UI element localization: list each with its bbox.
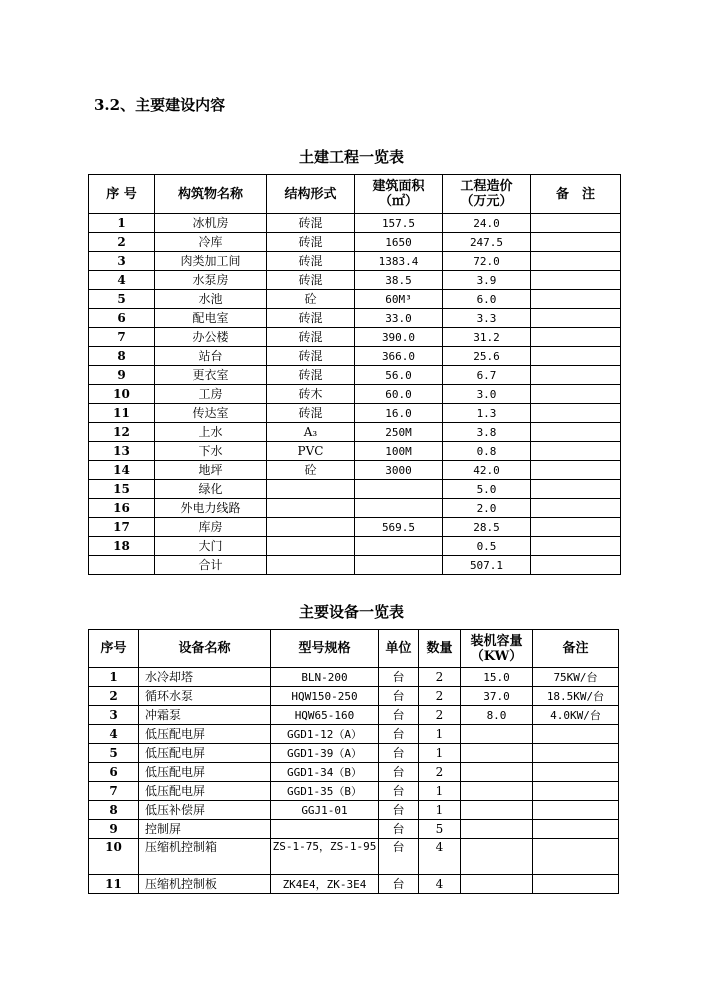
table-cell xyxy=(531,290,621,309)
table-cell xyxy=(461,875,533,894)
table-cell: 72.0 xyxy=(443,252,531,271)
table-cell: 水池 xyxy=(155,290,267,309)
table-cell: 247.5 xyxy=(443,233,531,252)
table-cell: 控制屏 xyxy=(139,820,271,839)
table-cell: 38.5 xyxy=(355,271,443,290)
equip-header-cell: 单位 xyxy=(379,630,419,668)
table-cell xyxy=(533,875,619,894)
table-cell: 2 xyxy=(419,687,461,706)
table-cell: 8.0 xyxy=(461,706,533,725)
equip-header-cell: 装机容量 （KW） xyxy=(461,630,533,668)
table-cell: A₃ xyxy=(267,423,355,442)
table-cell: 8 xyxy=(89,801,139,820)
table-cell: 6 xyxy=(89,763,139,782)
table-cell xyxy=(531,404,621,423)
table-cell xyxy=(267,556,355,575)
table-cell: 低压配电屏 xyxy=(139,763,271,782)
table-cell: 台 xyxy=(379,820,419,839)
table-row xyxy=(89,461,621,480)
table-row xyxy=(89,782,619,801)
civil-header-cell: 工程造价 （万元） xyxy=(443,175,531,214)
table-cell: 砖混 xyxy=(267,252,355,271)
table-cell xyxy=(531,347,621,366)
table-cell: 砼 xyxy=(267,290,355,309)
table-cell: GGD1-35（B） xyxy=(271,782,379,801)
equip-header-row xyxy=(89,630,619,668)
table-cell xyxy=(533,782,619,801)
table-cell: 18 xyxy=(89,537,155,556)
equip-header-cell: 型号规格 xyxy=(271,630,379,668)
table-cell: 1383.4 xyxy=(355,252,443,271)
table-cell: 1.3 xyxy=(443,404,531,423)
table-row xyxy=(89,537,621,556)
table-cell: 16 xyxy=(89,499,155,518)
table-cell: 地坪 xyxy=(155,461,267,480)
table-cell: 冷库 xyxy=(155,233,267,252)
table-cell xyxy=(461,839,533,875)
table-cell xyxy=(531,461,621,480)
table-cell xyxy=(531,518,621,537)
table-row xyxy=(89,385,621,404)
table-cell xyxy=(531,328,621,347)
table-cell: 低压补偿屏 xyxy=(139,801,271,820)
table-cell xyxy=(533,820,619,839)
table-cell: 2 xyxy=(419,763,461,782)
equip-header-cell: 序号 xyxy=(89,630,139,668)
table-cell: 366.0 xyxy=(355,347,443,366)
table-cell: 3 xyxy=(89,252,155,271)
civil-total-value: 507.1 xyxy=(443,556,531,575)
table-cell xyxy=(533,763,619,782)
table-cell: GGD1-39（A） xyxy=(271,744,379,763)
table-cell: HQW150-250 xyxy=(271,687,379,706)
table-cell: 2 xyxy=(419,668,461,687)
table-cell: 18.5KW/台 xyxy=(533,687,619,706)
table-cell: 75KW/台 xyxy=(533,668,619,687)
table-cell: 台 xyxy=(379,875,419,894)
table-cell xyxy=(531,233,621,252)
table-cell: 砖混 xyxy=(267,309,355,328)
table-cell: 工房 xyxy=(155,385,267,404)
table-cell: PVC xyxy=(267,442,355,461)
table-cell: 10 xyxy=(89,385,155,404)
table-cell: 42.0 xyxy=(443,461,531,480)
table-row xyxy=(89,499,621,518)
table-cell: 大门 xyxy=(155,537,267,556)
table-cell: 冰机房 xyxy=(155,214,267,233)
table-cell: 砼 xyxy=(267,461,355,480)
table-cell: 25.6 xyxy=(443,347,531,366)
table-cell: GGD1-34（B） xyxy=(271,763,379,782)
civil-header-cell: 构筑物名称 xyxy=(155,175,267,214)
table-cell: 31.2 xyxy=(443,328,531,347)
table-cell xyxy=(533,839,619,875)
civil-header-row xyxy=(89,175,621,214)
table-cell: 11 xyxy=(89,404,155,423)
section-heading: 3.2、主要建设内容 xyxy=(94,96,226,114)
civil-header-cell: 备 注 xyxy=(531,175,621,214)
table-cell: 4 xyxy=(89,725,139,744)
table-cell xyxy=(531,480,621,499)
table-cell: 0.8 xyxy=(443,442,531,461)
table-row xyxy=(89,309,621,328)
table-row xyxy=(89,763,619,782)
table-row xyxy=(89,875,619,894)
table-row xyxy=(89,480,621,499)
table-cell xyxy=(531,252,621,271)
table-cell xyxy=(531,537,621,556)
table-cell: 3.0 xyxy=(443,385,531,404)
table-cell: 4 xyxy=(419,839,461,875)
table-cell: 250M xyxy=(355,423,443,442)
table-row xyxy=(89,271,621,290)
table-cell: 157.5 xyxy=(355,214,443,233)
table-cell: 9 xyxy=(89,820,139,839)
table-cell: 冲霜泵 xyxy=(139,706,271,725)
table-cell: 水冷却塔 xyxy=(139,668,271,687)
table-cell: 100M xyxy=(355,442,443,461)
table-cell xyxy=(355,499,443,518)
table-cell: 绿化 xyxy=(155,480,267,499)
table-cell: 台 xyxy=(379,839,419,875)
table-cell: 1 xyxy=(419,782,461,801)
equip-header-cell: 数量 xyxy=(419,630,461,668)
table-cell xyxy=(355,556,443,575)
table-cell: 60M³ xyxy=(355,290,443,309)
table-cell: 9 xyxy=(89,366,155,385)
table-cell xyxy=(267,518,355,537)
table-cell xyxy=(531,556,621,575)
table-cell xyxy=(531,385,621,404)
table-cell: 5 xyxy=(89,290,155,309)
table-cell: 砖木 xyxy=(267,385,355,404)
table-cell: 低压配电屏 xyxy=(139,744,271,763)
table-cell: 站台 xyxy=(155,347,267,366)
table-cell xyxy=(461,725,533,744)
table-cell: 6.0 xyxy=(443,290,531,309)
table-cell: 砖混 xyxy=(267,233,355,252)
table-cell: 肉类加工间 xyxy=(155,252,267,271)
table-cell: 4 xyxy=(419,875,461,894)
table-cell: 37.0 xyxy=(461,687,533,706)
table-row xyxy=(89,706,619,725)
table-cell: 办公楼 xyxy=(155,328,267,347)
table-cell xyxy=(267,537,355,556)
table-cell: 水泵房 xyxy=(155,271,267,290)
table-cell: 1 xyxy=(419,744,461,763)
table-row xyxy=(89,725,619,744)
table-cell: 0.5 xyxy=(443,537,531,556)
table-cell: 台 xyxy=(379,801,419,820)
table-cell xyxy=(531,214,621,233)
table-cell xyxy=(355,537,443,556)
table-cell: 3.9 xyxy=(443,271,531,290)
table-cell: 14 xyxy=(89,461,155,480)
table-cell xyxy=(533,725,619,744)
table-row xyxy=(89,668,619,687)
table-cell xyxy=(531,366,621,385)
table-cell: 11 xyxy=(89,875,139,894)
table-cell: 1 xyxy=(419,725,461,744)
table-cell: 台 xyxy=(379,725,419,744)
table-row xyxy=(89,687,619,706)
table-row xyxy=(89,347,621,366)
table-cell: 17 xyxy=(89,518,155,537)
table-cell xyxy=(533,744,619,763)
table-cell: 6.7 xyxy=(443,366,531,385)
table-cell: ZS-1-75，ZS-1-95 xyxy=(271,839,379,875)
table-cell: 台 xyxy=(379,706,419,725)
table-cell xyxy=(531,442,621,461)
table-row xyxy=(89,820,619,839)
table-cell: 循环水泵 xyxy=(139,687,271,706)
table-cell xyxy=(89,556,155,575)
table-cell: 3 xyxy=(89,706,139,725)
table-cell xyxy=(531,309,621,328)
table-cell: 上水 xyxy=(155,423,267,442)
table-cell: 外电力线路 xyxy=(155,499,267,518)
table-cell: 2 xyxy=(89,233,155,252)
table-cell: 砖混 xyxy=(267,328,355,347)
table-cell: GGJ1-01 xyxy=(271,801,379,820)
table-cell: 5 xyxy=(419,820,461,839)
table-cell: 配电室 xyxy=(155,309,267,328)
table-cell: GGD1-12（A） xyxy=(271,725,379,744)
table-cell: 1650 xyxy=(355,233,443,252)
table-cell: 15.0 xyxy=(461,668,533,687)
table-cell: 6 xyxy=(89,309,155,328)
table-cell: 压缩机控制板 xyxy=(139,875,271,894)
civil-total-label: 合计 xyxy=(155,556,267,575)
table-cell: 砖混 xyxy=(267,271,355,290)
table-cell: 13 xyxy=(89,442,155,461)
table-cell: 库房 xyxy=(155,518,267,537)
table-cell xyxy=(533,801,619,820)
table-cell: 1 xyxy=(419,801,461,820)
table-row xyxy=(89,423,621,442)
table-cell: 4.0KW/台 xyxy=(533,706,619,725)
civil-header-cell: 序 号 xyxy=(89,175,155,214)
table-cell: 3000 xyxy=(355,461,443,480)
table-cell: 569.5 xyxy=(355,518,443,537)
table-cell xyxy=(267,499,355,518)
table-row xyxy=(89,214,621,233)
equipment-table xyxy=(88,629,619,894)
table-cell: 低压配电屏 xyxy=(139,782,271,801)
civil-works-table xyxy=(88,174,621,575)
table-cell: 2 xyxy=(89,687,139,706)
table-cell: 2 xyxy=(419,706,461,725)
table-cell: 16.0 xyxy=(355,404,443,423)
table-row xyxy=(89,744,619,763)
table-cell xyxy=(461,763,533,782)
table-cell xyxy=(461,744,533,763)
table-cell xyxy=(531,499,621,518)
table-cell xyxy=(355,480,443,499)
table-cell xyxy=(461,801,533,820)
table-row xyxy=(89,328,621,347)
table-row xyxy=(89,839,619,875)
table-cell: 60.0 xyxy=(355,385,443,404)
table-row xyxy=(89,366,621,385)
table-cell: 24.0 xyxy=(443,214,531,233)
table-row xyxy=(89,404,621,423)
table-cell: 传达室 xyxy=(155,404,267,423)
table-cell: 390.0 xyxy=(355,328,443,347)
table-cell xyxy=(531,423,621,442)
table-cell: 3.3 xyxy=(443,309,531,328)
table-row xyxy=(89,518,621,537)
table-cell xyxy=(267,480,355,499)
table-cell: 1 xyxy=(89,214,155,233)
table-cell: 低压配电屏 xyxy=(139,725,271,744)
table-cell: 7 xyxy=(89,328,155,347)
table-cell xyxy=(271,820,379,839)
civil-header-cell: 结构形式 xyxy=(267,175,355,214)
table-cell: 台 xyxy=(379,782,419,801)
table-row xyxy=(89,442,621,461)
civil-table-title: 土建工程一览表 xyxy=(298,148,404,166)
table-cell: 56.0 xyxy=(355,366,443,385)
table-cell: 5 xyxy=(89,744,139,763)
table-cell: 28.5 xyxy=(443,518,531,537)
table-cell: 2.0 xyxy=(443,499,531,518)
table-cell: 台 xyxy=(379,763,419,782)
table-cell: 压缩机控制箱 xyxy=(139,839,271,875)
table-cell: 砖混 xyxy=(267,214,355,233)
table-cell: HQW65-160 xyxy=(271,706,379,725)
equipment-table-title: 主要设备一览表 xyxy=(298,603,404,621)
table-cell: 3.8 xyxy=(443,423,531,442)
table-row xyxy=(89,233,621,252)
table-cell: 台 xyxy=(379,687,419,706)
table-cell: ZK4E4，ZK-3E4 xyxy=(271,875,379,894)
table-cell: 更衣室 xyxy=(155,366,267,385)
table-cell: 33.0 xyxy=(355,309,443,328)
table-cell: 4 xyxy=(89,271,155,290)
table-cell xyxy=(461,782,533,801)
table-cell: BLN-200 xyxy=(271,668,379,687)
equip-header-cell: 备注 xyxy=(533,630,619,668)
table-cell: 1 xyxy=(89,668,139,687)
table-cell: 砖混 xyxy=(267,404,355,423)
civil-header-cell: 建筑面积 （㎡） xyxy=(355,175,443,214)
table-row xyxy=(89,252,621,271)
civil-total-row xyxy=(89,556,621,575)
table-cell: 8 xyxy=(89,347,155,366)
table-cell: 10 xyxy=(89,839,139,875)
table-cell: 12 xyxy=(89,423,155,442)
table-cell: 台 xyxy=(379,668,419,687)
table-cell xyxy=(531,271,621,290)
table-row xyxy=(89,801,619,820)
table-cell: 砖混 xyxy=(267,366,355,385)
table-cell: 砖混 xyxy=(267,347,355,366)
equip-header-cell: 设备名称 xyxy=(139,630,271,668)
table-cell: 5.0 xyxy=(443,480,531,499)
table-cell: 7 xyxy=(89,782,139,801)
table-cell: 台 xyxy=(379,744,419,763)
table-cell: 15 xyxy=(89,480,155,499)
table-cell: 下水 xyxy=(155,442,267,461)
table-cell xyxy=(461,820,533,839)
table-row xyxy=(89,290,621,309)
